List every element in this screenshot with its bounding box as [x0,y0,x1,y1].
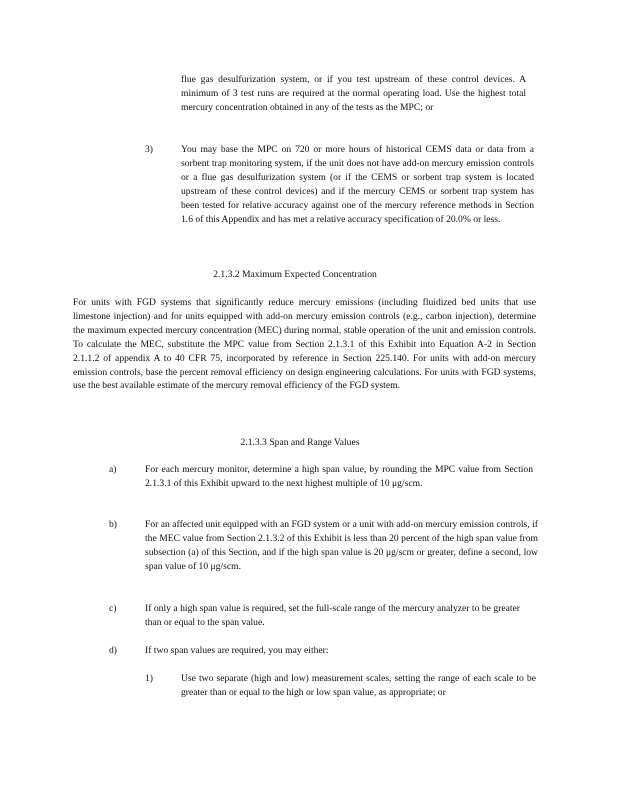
item-c-label: c) [109,603,117,614]
item-3-text: You may base the MPC on 720 or more hours of historical CEMS data or data from a sorbent trap monitoring system, if the unit does not have add-on mercury emission controls or a flue gas desulfurization system (or if the CEMS or sorbent trap system is located upstream of these control devices) and if the mercury CEMS or sorbent trap system has been tested for relative accuracy against one of the mercury reference methods in Section 1.6 of this Appendix and has met a relative accuracy specification of 20.0% or less. [181,144,534,225]
item-d-label: d) [109,645,117,656]
item-c-text: If only a high span value is required, set the full-scale range of the mercury analyzer to be greater than or equal to the span value. [145,603,520,628]
item-a-label: a) [109,464,117,475]
subitem-1-text: Use two separate (high and low) measurement scales, setting the range of each scale to be greater than or equal to the high or low span value, as appropriate; or [181,673,536,698]
item-b-text: For an affected unit equipped with an FGD system or a unit with add-on mercury emission controls, if the MEC value from Section 2.1.3.2 of this Exhibit is less than 20 percent of the high span value from subsection (a) of this Section, and if the high span value is 20 μg/scm or greater, define a second, low span value of 10 μg/scm. [145,519,538,572]
item-a-text: For each mercury monitor, determine a high span value, by rounding the MPC value from Section 2.1.3.1 of this Exhibit upward to the next highest multiple of 10 μg/scm. [145,464,533,489]
subitem-1-label: 1) [145,673,153,684]
section-2132-heading: 2.1.3.2 Maximum Expected Concentration [213,269,377,280]
item-d-text: If two span values are required, you may either: [145,645,329,656]
continuation-paragraph: flue gas desulfurization system, or if you test upstream of these control devices. A minimum of 3 test runs are required at the normal operating load. Use the highest total mercury concentration obtained in any of the tests as the MPC; or [181,74,526,113]
item-3-label: 3) [145,144,153,155]
item-b-label: b) [109,519,117,530]
section-2133-heading: 2.1.3.3 Span and Range Values [240,437,360,448]
section-2132-paragraph: For units with FGD systems that significantly reduce mercury emissions (including fluidized bed units that use limestone injection) and for units equipped with add-on mercury emission controls (e.g., carbon injection), determine the maximum expected mercury concentration (MEC) during normal, stable operation of the unit and emission controls. To calculate the MEC, substitute the MPC value from Section 2.1.3.1 of this Exhibit into Equation A-2 in Section 2.1.1.2 of appendix A to 40 CFR 75, incorporated by reference in Section 225.140. For units with add-on mercury emission controls, base the percent removal efficiency on design engineering calculations. For units with FGD systems, use the best available estimate of the mercury removal efficiency of the FGD system. [73,297,536,392]
